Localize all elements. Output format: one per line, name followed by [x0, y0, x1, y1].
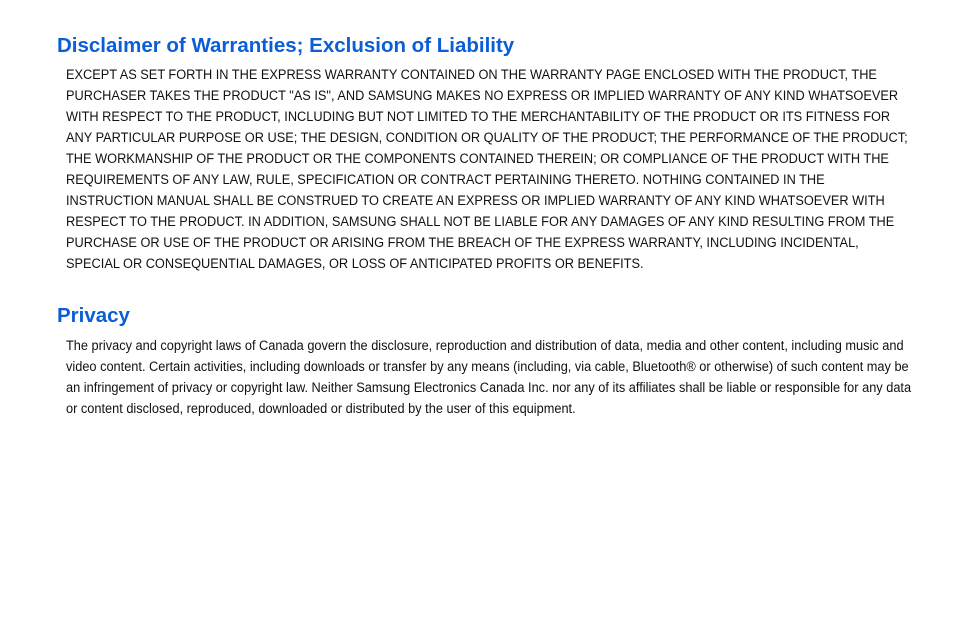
disclaimer-body: EXCEPT AS SET FORTH IN THE EXPRESS WARRANTY CONTAINED ON THE WARRANTY PAGE ENCLOSED WITH THE PRODUCT, THE PURCHASER TAKES THE PRODUCT "AS IS", AND SAMSUNG MAKES NO EXPRESS OR IMPLIED WARRANTY OF ANY KIND WHATSOEVER WITH RESPECT TO THE PRODUCT, INCLUDING BUT NOT LIMITED TO THE MERCHANTABILITY OF THE PRODUCT OR ITS FITNESS FOR ANY PARTICULAR PURPOSE OR USE; THE DESIGN, CONDITION OR QUALITY OF THE PRODUCT; THE PERFORMANCE OF THE PRODUCT; THE WORKMANSHIP OF THE PRODUCT OR THE COMPONENTS CONTAINED THEREIN; OR COMPLIANCE OF THE PRODUCT WITH THE REQUIREMENTS OF ANY LAW, RULE, SPECIFICATION OR CONTRACT PERTAINING THERETO. NOTHING CONTAINED IN THE INSTRUCTION MANUAL SHALL BE CONSTRUED TO CREATE AN EXPRESS OR IMPLIED WARRANTY OF ANY KIND WHATSOEVER WITH RESPECT TO THE PRODUCT. IN ADDITION, SAMSUNG SHALL NOT BE LIABLE FOR ANY DAMAGES OF ANY KIND RESULTING FROM THE PURCHASE OR USE OF THE PRODUCT OR ARISING FROM THE BREACH OF THE EXPRESS WARRANTY, INCLUDING INCIDENTAL, SPECIAL OR CONSEQUENTIAL DAMAGES, OR LOSS OF ANTICIPATED PROFITS OR BENEFITS.: [66, 67, 908, 272]
privacy-heading: Privacy: [57, 304, 130, 327]
disclaimer-heading: Disclaimer of Warranties; Exclusion of Liability: [57, 34, 515, 57]
privacy-body: The privacy and copyright laws of Canada govern the disclosure, reproduction and distribution of data, media and other content, including music and video content. Certain activities, including downloads or transfer by any means (including, via cable, Bluetooth® or otherwise) of such content may be an infringement of privacy or copyright law. Neither Samsung Electronics Canada Inc. nor any of its affiliates shall be liable or responsible for any data or content disclosed, reproduced, downloaded or distributed by the user of this equipment.: [66, 338, 912, 417]
